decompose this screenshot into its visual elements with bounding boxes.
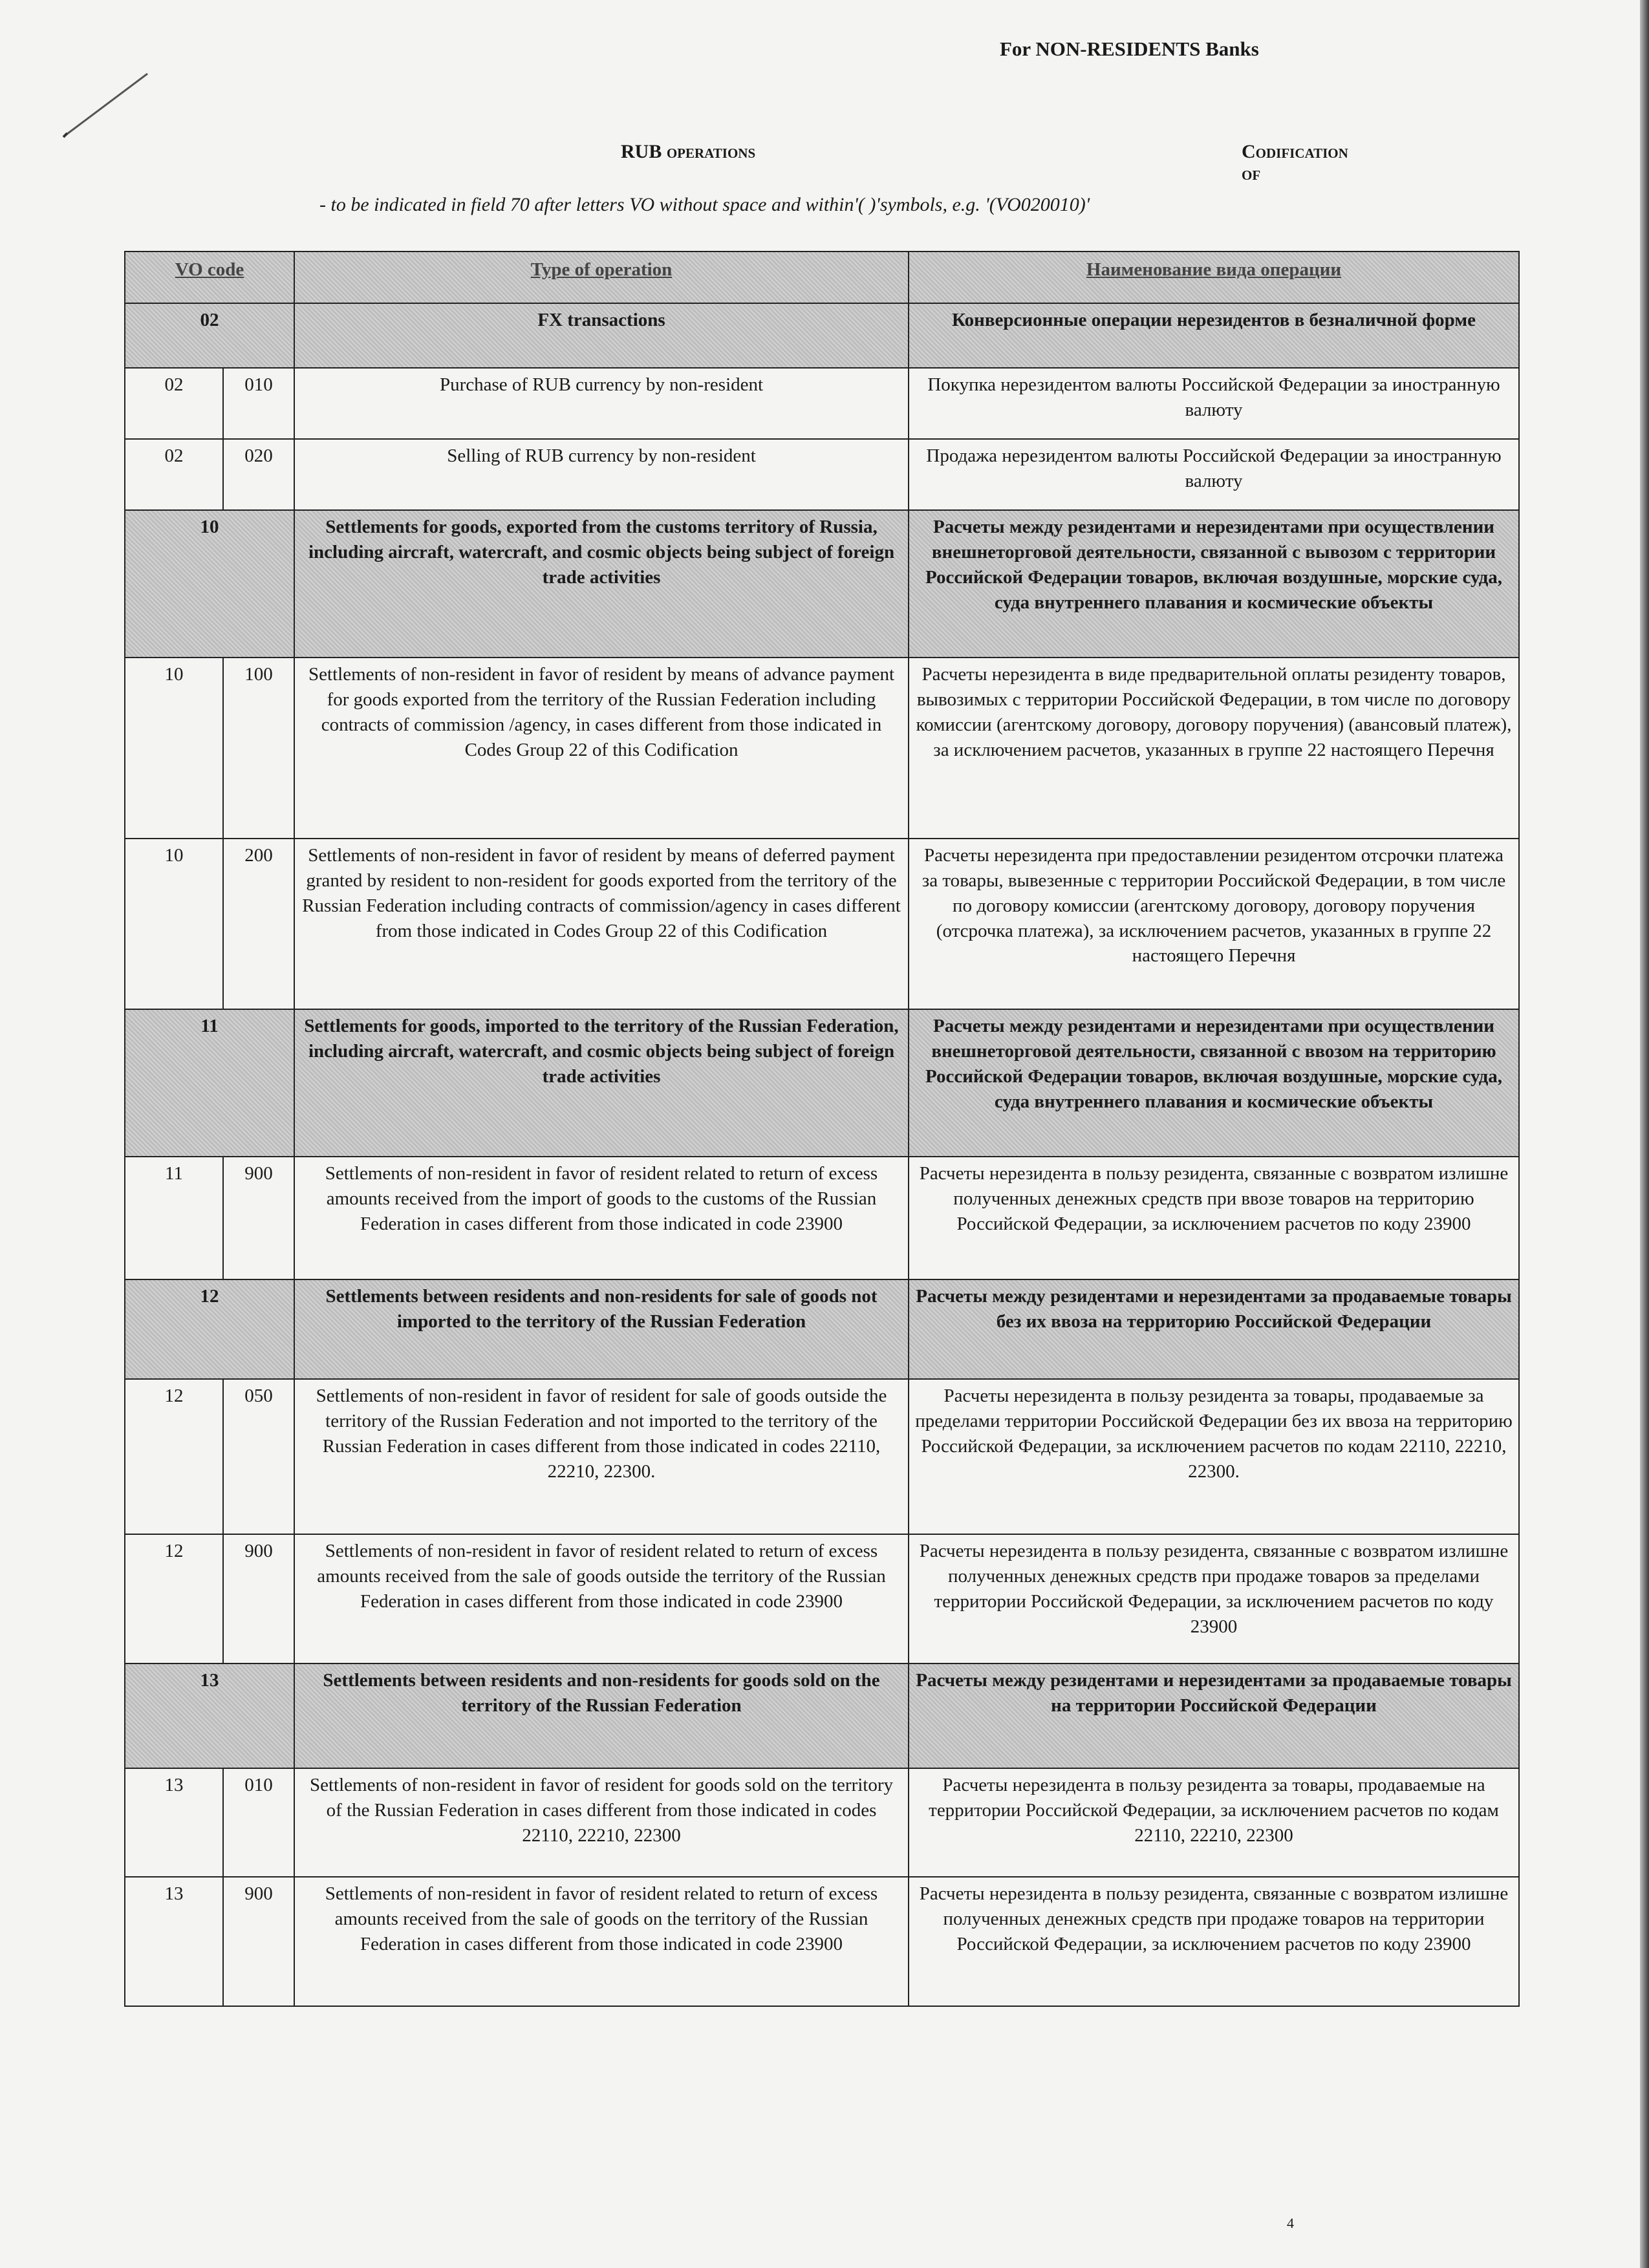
table-row <box>125 1534 1519 1664</box>
row-description-en: Settlements of non-resident in favor of resident related to return of excess amounts received from the sale of goods on the territory of the Russian Federation in cases different from those indicated in code 23900 <box>294 1877 909 2006</box>
section-title-en: Settlements between residents and non-residents for sale of goods not imported to the territory of the Russian Federation <box>294 1279 909 1379</box>
section-title-ru: Расчеты между резидентами и нерезидентами при осуществлении внешнеторговой деятельности, связанной с ввозом на территорию Российской Федерации товаров, включая воздушные, морские суда, суда внутреннего плавания и космические объекты <box>909 1009 1519 1157</box>
table-row <box>125 368 1519 439</box>
table-header-row <box>125 251 1519 303</box>
row-code: 010 <box>223 1768 294 1877</box>
section-title-ru: Конверсионные операции нерезидентов в безналичной форме <box>909 303 1519 368</box>
row-description-ru: Расчеты нерезидента в виде предварительной оплаты резиденту товаров, вывозимых с территории Российской Федерации, в том числе по договору комиссии (агентскому договору, договору поручения) (авансовый платеж), за исключением расчетов, указанных в группе 22 настоящего Перечня <box>909 658 1519 839</box>
row-code: 900 <box>223 1157 294 1279</box>
section-title-ru: Расчеты между резидентами и нерезидентами при осуществлении внешнеторговой деятельности, связанной с вывозом с территории Российской Федерации товаров, включая воздушные, морские суда, суда внутреннего плавания и космические объекты <box>909 510 1519 658</box>
section-row <box>125 303 1519 368</box>
row-description-en: Selling of RUB currency by non-resident <box>294 439 909 510</box>
pen-stroke-mark <box>62 69 153 140</box>
title-part-3: operations <box>666 141 756 162</box>
section-group-code: 11 <box>125 1009 294 1157</box>
section-title-en: FX transactions <box>294 303 909 368</box>
section-title-en: Settlements for goods, exported from the customs territory of Russia, including aircraft, watercraft, and cosmic objects being subject of foreign trade activities <box>294 510 909 658</box>
table-row <box>125 1379 1519 1534</box>
document-audience-label: For NON-RESIDENTS Banks <box>1000 37 1259 60</box>
section-row <box>125 510 1519 658</box>
row-description-ru: Расчеты нерезидента в пользу резидента за товары, продаваемые за пределами территории Российской Федерации без их ввоза на территорию Российской Федерации, за исключением расчетов по кодам 22110, 22210, 22300. <box>909 1379 1519 1534</box>
row-description-ru: Расчеты нерезидента в пользу резидента, связанные с возвратом излишне полученных денежных средств при ввозе товаров на территорию Российской Федерации, за исключением расчетов по коду 23900 <box>909 1157 1519 1279</box>
scan-page-edge <box>1640 0 1649 2268</box>
row-code: 100 <box>223 658 294 839</box>
row-description-en: Settlements of non-resident in favor of resident by means of deferred payment granted by resident to non-resident for goods exported from the territory of the Russian Federation including contracts of commission/agency in cases different from those indicated in Codes Group 22 of this Codification <box>294 839 909 1009</box>
table-row <box>125 1768 1519 1877</box>
section-title-en: Settlements for goods, imported to the territory of the Russian Federation, including aircraft, watercraft, and cosmic objects being subject of foreign trade activities <box>294 1009 909 1157</box>
title-part-1: Codification of <box>1242 141 1348 184</box>
row-description-en: Settlements of non-resident in favor of resident for sale of goods outside the territory of the Russian Federation and not imported to the territory of the Russian Federation in cases different from those indicated in codes 22110, 22210, 22300. <box>294 1379 909 1534</box>
row-code: 050 <box>223 1379 294 1534</box>
section-row <box>125 1009 1519 1157</box>
row-code: 200 <box>223 839 294 1009</box>
section-group-code: 13 <box>125 1664 294 1768</box>
row-description-en: Settlements of non-resident in favor of resident related to return of excess amounts received from the sale of goods outside the territory of the Russian Federation in cases different from those indicated in code 23900 <box>294 1534 909 1664</box>
row-description-ru: Покупка нерезидентом валюты Российской Федерации за иностранную валюту <box>909 368 1519 439</box>
table-row <box>125 1877 1519 2006</box>
row-description-ru: Расчеты нерезидента в пользу резидента, связанные с возвратом излишне полученных денежных средств при продаже товаров на территории Российской Федерации, за исключением расчетов по коду 23900 <box>909 1877 1519 2006</box>
row-group-code: 12 <box>125 1534 223 1664</box>
row-group-code: 11 <box>125 1157 223 1279</box>
section-title-ru: Расчеты между резидентами и нерезидентами за продаваемые товары на территории Российской Федерации <box>909 1664 1519 1768</box>
row-code: 900 <box>223 1534 294 1664</box>
row-description-ru: Продажа нерезидентом валюты Российской Федерации за иностранную валюту <box>909 439 1519 510</box>
row-code: 900 <box>223 1877 294 2006</box>
row-code: 020 <box>223 439 294 510</box>
section-group-code: 10 <box>125 510 294 658</box>
column-header-type-of-operation: Type of operation <box>294 251 909 303</box>
row-description-ru: Расчеты нерезидента в пользу резидента за товары, продаваемые на территории Российской Федерации, за исключением расчетов по кодам 22110, 22210, 22300 <box>909 1768 1519 1877</box>
row-group-code: 10 <box>125 839 223 1009</box>
row-code: 010 <box>223 368 294 439</box>
document-subtitle: - to be indicated in field 70 after letters VO without space and within'( )'symbols, e.g. '(VO020010)' <box>319 194 1090 215</box>
codification-table <box>124 251 1520 2007</box>
row-group-code: 10 <box>125 658 223 839</box>
row-description-en: Settlements of non-resident in favor of resident related to return of excess amounts received from the import of goods to the customs of the Russian Federation in cases different from those indicated in code 23900 <box>294 1157 909 1279</box>
row-group-code: 02 <box>125 368 223 439</box>
row-group-code: 13 <box>125 1768 223 1877</box>
row-description-ru: Расчеты нерезидента в пользу резидента, связанные с возвратом излишне полученных денежных средств при продаже товаров за пределами территории Российской Федерации, за исключением расчетов по коду 23900 <box>909 1534 1519 1664</box>
section-title-ru: Расчеты между резидентами и нерезидентами за продаваемые товары без их ввоза на территорию Российской Федерации <box>909 1279 1519 1379</box>
table-row <box>125 439 1519 510</box>
row-description-en: Settlements of non-resident in favor of resident by means of advance payment for goods exported from the territory of the Russian Federation including contracts of commission /agency, in cases different from those indicated in Codes Group 22 of this Codification <box>294 658 909 839</box>
column-header-vo-code: VO code <box>125 251 294 303</box>
row-description-ru: Расчеты нерезидента при предоставлении резидентом отсрочки платежа за товары, вывезенные с территории Российской Федерации, в том числе по договору комиссии (агентскому договору, договору поручения (отсрочка платежа), за исключением расчетов, указанных в группе 22 настоящего Перечня <box>909 839 1519 1009</box>
table-row <box>125 658 1519 839</box>
section-group-code: 02 <box>125 303 294 368</box>
row-group-code: 12 <box>125 1379 223 1534</box>
row-group-code: 13 <box>125 1877 223 2006</box>
column-header-operation-name-ru: Наименование вида операции <box>909 251 1519 303</box>
row-group-code: 02 <box>125 439 223 510</box>
table-row <box>125 1157 1519 1279</box>
title-part-2: RUB <box>621 141 662 162</box>
section-row <box>125 1664 1519 1768</box>
page-number: 4 <box>1287 2215 1294 2231</box>
table-row <box>125 839 1519 1009</box>
section-group-code: 12 <box>125 1279 294 1379</box>
row-description-en: Settlements of non-resident in favor of resident for goods sold on the territory of the Russian Federation in cases different from those indicated in codes 22110, 22210, 22300 <box>294 1768 909 1877</box>
section-row <box>125 1279 1519 1379</box>
row-description-en: Purchase of RUB currency by non-resident <box>294 368 909 439</box>
section-title-en: Settlements between residents and non-residents for goods sold on the territory of the Russian Federation <box>294 1664 909 1768</box>
